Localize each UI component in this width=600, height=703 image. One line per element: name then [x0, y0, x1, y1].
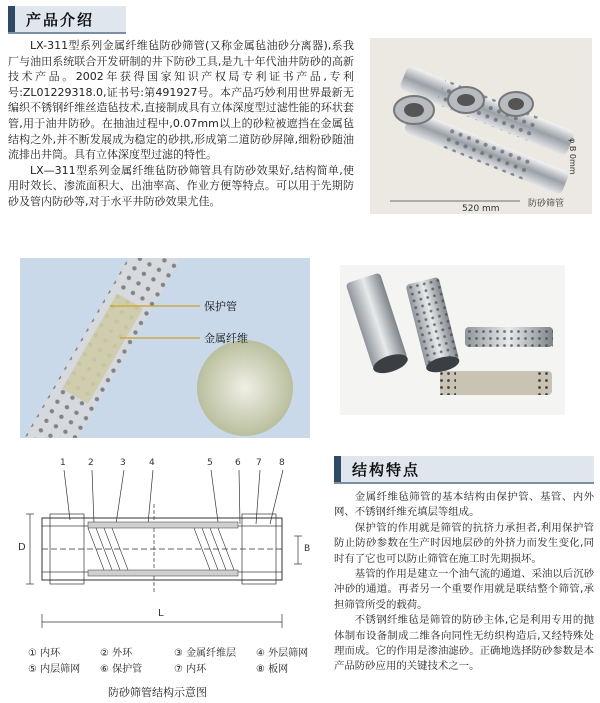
label-metal-fiber: 金属纤维 [204, 332, 248, 345]
structure-paragraph-4: 不锈钢纤维毡是筛管的防砂主体,它是利用专用的抛体制布设备制成二维各向同性无纺织构造后,又经特殊处理而成。它的作用是渗油滤砂。正确地选择防砂参数是本产品防砂应用的关键技术之一。 [334, 614, 594, 673]
header-accent-bar [8, 6, 15, 32]
photo1-dimension-label: 520 mm [462, 204, 500, 214]
product-photo-screen-pipes [370, 38, 592, 214]
callout-2: 2 [88, 458, 94, 468]
callout-3: 3 [120, 458, 126, 468]
photo1-name-label: 防砂筛管 [528, 199, 565, 209]
callout-4: 4 [149, 458, 155, 468]
structure-paragraph-2: 保护管的作用就是筛管的抗挤力承担者,利用保护管防止防砂参数在生产时因地层砂的外挤力而发生变化,同时有了它也可以防止筛管在施工时先期损坏。 [334, 521, 594, 565]
legend-item: ③ 金属纤维层 [174, 648, 237, 659]
structure-text [334, 490, 594, 675]
structure-diagram-drawing [8, 458, 326, 638]
intro-header [8, 6, 126, 34]
callout-1: 1 [60, 458, 66, 468]
cutaway-pipe-photo [20, 258, 310, 438]
callout-5: 5 [207, 458, 213, 468]
callout-7: 7 [256, 458, 262, 468]
photo1-side-label: φ B 0mm [568, 138, 577, 175]
intro-title: 产品介绍 [26, 11, 95, 29]
legend-item: ① 内环 [28, 648, 61, 659]
legend-item: ② 外环 [100, 648, 133, 659]
legend-item: ④ 外层筛网 [256, 648, 309, 659]
pipe-samples-illustration [340, 265, 565, 415]
cutaway-pipe-illustration [20, 258, 310, 438]
callout-8: 8 [279, 458, 285, 468]
legend-item: ⑧ 板网 [256, 664, 289, 675]
diagram-legend [28, 644, 328, 678]
intro-paragraph-2: LX—311型系列金属纤维毡防砂筛管具有防砂效果好,结构简单,使用时效长、渗流面积大、出油率高、作业方便等特点。可以用于先期防砂及管内防砂等,对于水平井防砂效果尤佳。 [8, 163, 354, 208]
structure-title: 结构特点 [352, 461, 421, 479]
legend-item: ⑥ 保护管 [100, 664, 143, 675]
structure-header [334, 456, 594, 484]
structure-diagram [8, 458, 326, 699]
intro-paragraph-1: LX-311型系列金属纤维毡防砂筛管(又称金属毡油砂分离器),系我厂与油田系统联合开发研制的井下防砂工具,是九十年代油井防砂的高新技术产品。2002年获得国家知识产权局专利证书产品,专利号:ZL01229318.0,证书号:第491927号。本产品巧妙利用世界最新无编织不锈钢纤维丝造毡技术,直接制成具有立体深度型过滤性能的环状套管,用于油井防砂。在抽油过程中,0.07mm以上的砂粒被遮挡在金属毡结构之外,并不断发展成为稳定的砂拱,形成第二道防砂屏障,细粉砂随油流排出井筒。具有立体深度型过滤的特性。 [8, 39, 354, 162]
pipe-samples-photo [340, 265, 565, 415]
label-protect-pipe: 保护管 [204, 300, 237, 313]
intro-text [8, 38, 354, 210]
structure-paragraph-3: 基管的作用是建立一个油气流的通道、采油以后沉砂冲砂的通道。再者另一个重要作用就是联结整个筛管,承担筛管所受的载荷。 [334, 568, 594, 611]
structure-paragraph-1: 金属纤维毡筛管的基本结构由保护管、基管、内外网、不锈钢纤维充填层等组成。 [334, 491, 594, 519]
diagram-caption: 防砂筛管结构示意图 [108, 686, 207, 699]
screen-pipes-illustration [370, 38, 592, 214]
dimension-b-label: B [304, 544, 311, 554]
legend-item: ⑦ 内环 [174, 664, 207, 675]
header-accent-bar [334, 456, 341, 482]
dimension-l-label: L [158, 608, 164, 619]
callout-6: 6 [235, 458, 241, 468]
dimension-d-label: D [18, 542, 26, 553]
legend-item: ⑤ 内层筛网 [28, 664, 81, 675]
